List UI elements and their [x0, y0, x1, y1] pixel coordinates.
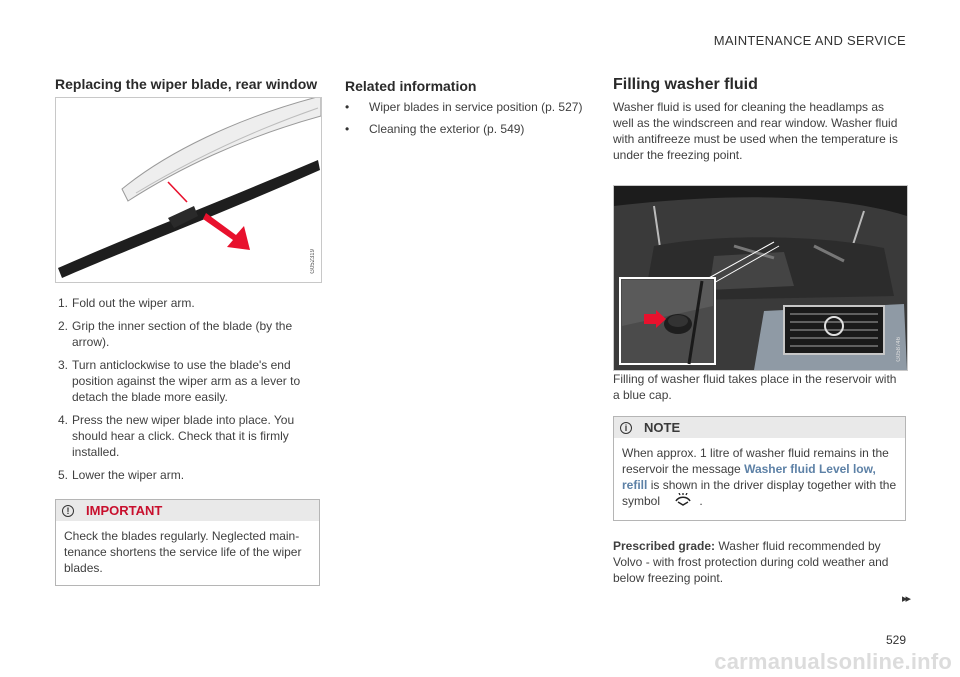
page-number: 529 [885, 633, 906, 647]
step-text: Turn anticlockwise to use the blade's end position against the wiper arm as a lever to detach the blade more easily. [72, 358, 301, 404]
note-title: NOTE [644, 420, 681, 435]
washer-fluid-icon [675, 493, 691, 511]
exclamation-icon: ! [62, 505, 74, 517]
step-text: Grip the inner section of the blade (by the arrow). [72, 319, 293, 349]
step-number: 3. [57, 358, 68, 372]
driver-display-message: Washer fluid Level low, refill [622, 462, 876, 492]
list-item [55, 412, 320, 460]
important-box [55, 499, 320, 586]
washer-fluid-intro: Washer fluid is used for cleaning the headlamps as well as the windscreen and rear window. Washer fluid with antifreeze must be used when the temperature is under the freezing point. [613, 100, 898, 162]
step-text: Lower the wiper arm. [72, 468, 185, 482]
washer-fluid-heading: Filling washer fluid [613, 76, 758, 93]
replacement-steps [55, 295, 320, 483]
note-header [614, 417, 905, 438]
related-link[interactable]: • Cleaning the exterior (p. 549) [345, 121, 590, 137]
note-box [613, 416, 906, 521]
wiper-section-heading: Replacing the wiper blade, rear window [55, 76, 318, 92]
note-text-part: . [699, 494, 703, 509]
list-item [55, 295, 320, 311]
list-item [55, 357, 320, 405]
page-header-section: MAINTENANCE AND SERVICE [713, 33, 906, 48]
step-text: Fold out the wiper arm. [72, 296, 195, 310]
grade-label: Prescribed grade: [613, 539, 716, 553]
note-text [614, 438, 905, 520]
figure-code: G058746 [896, 337, 902, 362]
important-text: Check the blades regularly. Neglected main-tenance shortens the service life of the wiper blades. [64, 529, 302, 575]
wiper-blade-illustration [56, 98, 321, 282]
step-number: 1. [57, 296, 68, 310]
prescribed-grade [613, 538, 906, 586]
engine-bay-illustration [614, 186, 907, 370]
middle-column [345, 78, 590, 143]
important-header [56, 500, 319, 521]
right-column [613, 76, 906, 586]
step-number: 4. [57, 413, 68, 427]
info-icon: i [620, 422, 632, 434]
grade-text: Washer fluid recommended by Volvo - with frost protection during cold weather and below freezing point. [613, 539, 889, 585]
step-text: Press the new wiper blade into place. You should hear a click. Check that it is firmly installed. [72, 413, 295, 459]
engine-bay-figure [613, 185, 908, 371]
note-text-part: is shown in the driver display together with the symbol [622, 478, 897, 509]
list-item [55, 467, 320, 483]
continue-arrow-icon: ▸▸ [901, 593, 909, 605]
wiper-blade-figure [55, 97, 322, 283]
left-column [55, 76, 320, 586]
related-link[interactable]: • Wiper blades in service position (p. 527) [345, 99, 590, 115]
watermark: carmanualsonline.info [714, 649, 952, 674]
figure-caption: Filling of washer fluid takes place in the reservoir with a blue cap. [613, 372, 897, 402]
step-number: 5. [57, 468, 68, 482]
list-item [55, 318, 320, 350]
important-title: IMPORTANT [86, 503, 163, 518]
note-text-part: When approx. 1 litre of washer fluid remains in the reservoir the message [622, 446, 889, 476]
related-info-heading: Related information [345, 78, 477, 94]
figure-code: G052319 [310, 249, 316, 274]
step-number: 2. [57, 319, 68, 333]
